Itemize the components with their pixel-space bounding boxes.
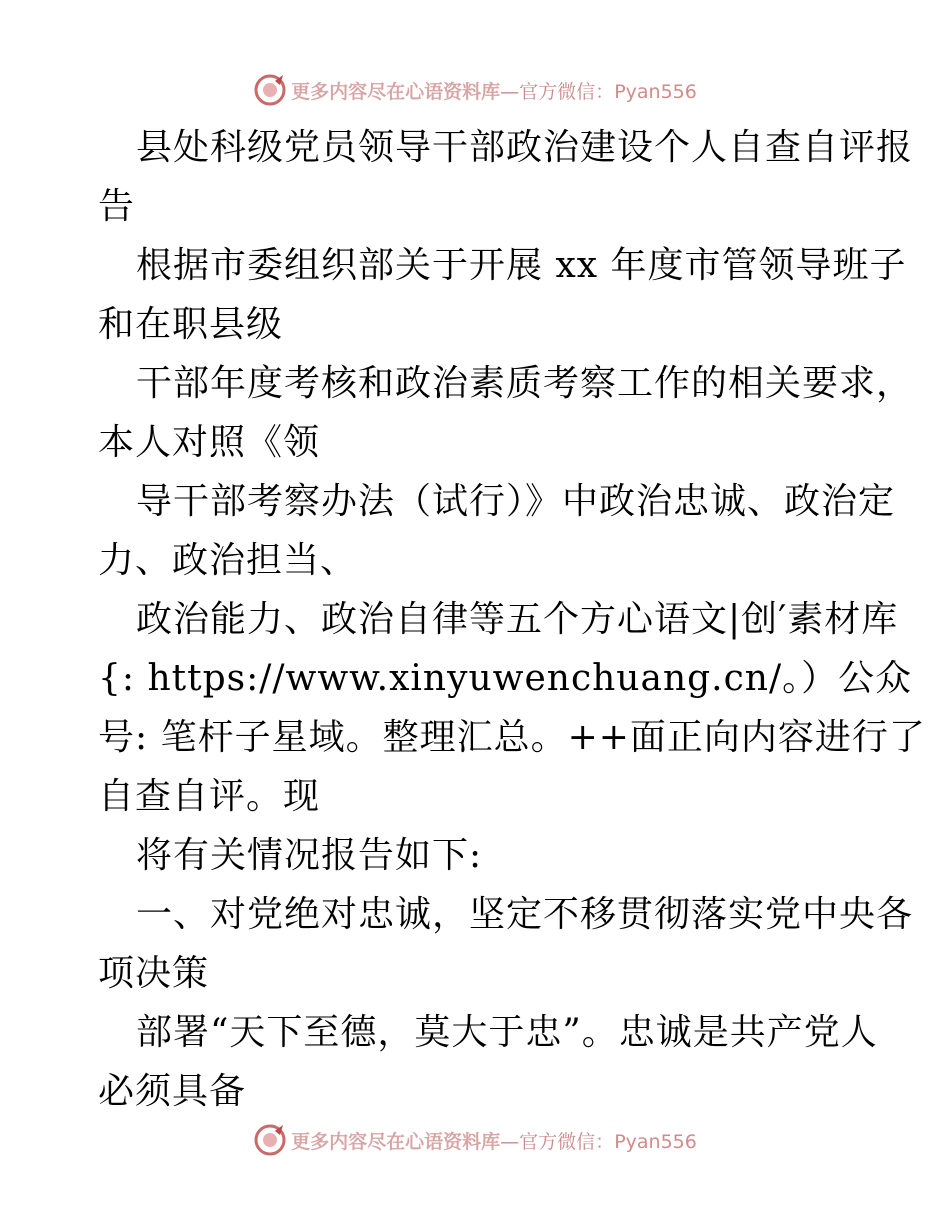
header-watermark-banner: [0, 70, 950, 110]
text-line: 力、政治担当、: [98, 540, 358, 581]
text-line: 号: 笔杆子星域。整理汇总。++面正向内容进行了: [98, 717, 926, 758]
text-line: {: https://www.xinyuwenchuang.cn/。）公众: [98, 658, 913, 699]
banner-text: [291, 1127, 697, 1154]
banner-title: 更多内容尽在心语资料库: [291, 1130, 501, 1153]
text-line: 一、对党绝对忠诚，坚定不移贯彻落实党中央各: [136, 894, 914, 935]
text-line: 项决策: [98, 953, 210, 994]
text-line: 部署“天下至德，莫大于忠”。忠诚是共产党人: [136, 1012, 878, 1053]
banner-wechat-id: Pyan556: [614, 1130, 697, 1153]
banner-wechat-label: —官方微信：: [500, 80, 615, 103]
text-line: 必须具备: [98, 1071, 247, 1112]
text-line: 县处科级党员领导干部政治建设个人自查自评报: [136, 127, 914, 168]
banner-text: [291, 77, 697, 104]
banner-wechat-label: —官方微信：: [500, 1130, 615, 1153]
document-body: [98, 118, 926, 1121]
text-line: 将有关情况报告如下:: [136, 835, 483, 876]
pen-logo-icon: [253, 73, 287, 107]
text-line: 和在职县级: [98, 304, 284, 345]
text-line: 自查自评。现: [98, 776, 321, 817]
footer-watermark-banner: [0, 1120, 950, 1160]
text-line: 告: [98, 186, 136, 227]
text-line: 本人对照《领: [98, 422, 321, 463]
text-line: 干部年度考核和政治素质考察工作的相关要求，: [136, 363, 914, 404]
banner-title: 更多内容尽在心语资料库: [291, 80, 501, 103]
banner-wechat-id: Pyan556: [614, 80, 697, 103]
pen-logo-icon: [253, 1123, 287, 1157]
text-line: 导干部考察办法（试行）》中政治忠诚、政治定: [136, 481, 896, 522]
text-line: 根据市委组织部关于开展 xx 年度市管领导班子: [136, 245, 907, 286]
text-line: 政治能力、政治自律等五个方心语文|创′素材库: [136, 599, 899, 640]
